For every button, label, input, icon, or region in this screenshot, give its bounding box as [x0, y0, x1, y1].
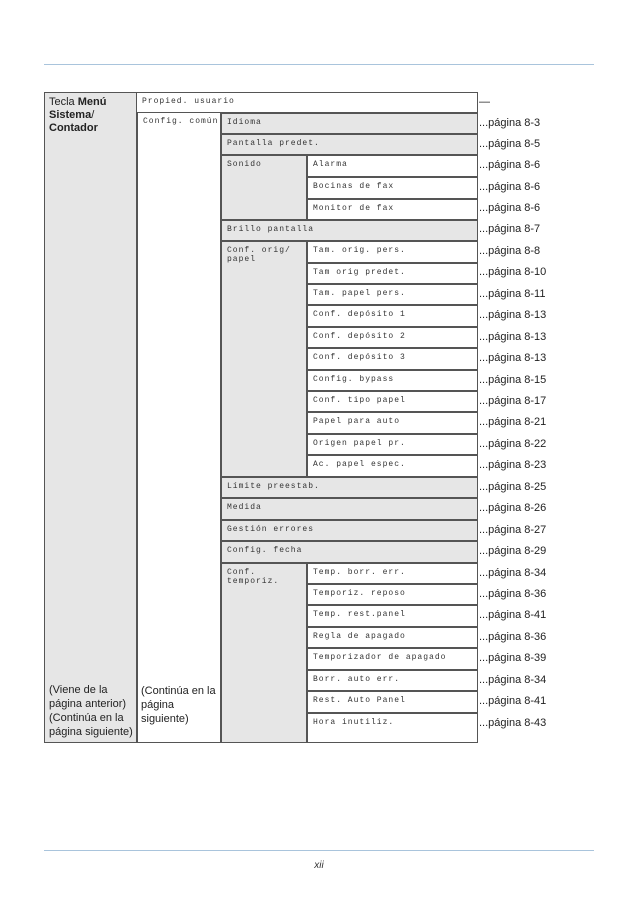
menu-item-label: Brillo pantalla [227, 225, 315, 234]
menu-item-label: Límite preestab. [227, 482, 320, 491]
menu-item-conf-tipo-papel [307, 391, 478, 412]
menu-item-label: Papel para auto [313, 417, 401, 426]
page-ref-borr-auto-err: ...página 8-34 [479, 674, 547, 686]
menu-item-rest-auto-panel [307, 691, 478, 713]
config-comun-column [137, 113, 221, 743]
page-ref-limite-preestab: ...página 8-25 [479, 481, 547, 493]
page-ref-temp-borr-err: ...página 8-34 [479, 567, 547, 579]
menu-item-label: Regla de apagado [313, 632, 406, 641]
page-ref-conf-deposito-2: ...página 8-13 [479, 331, 547, 343]
menu-item-brillo-pantalla [221, 220, 478, 241]
menu-item-label: Temp. borr. err. [313, 568, 406, 577]
key-continuation-note [49, 683, 133, 739]
menu-item-config-bypass [307, 370, 478, 391]
menu-item-propied-usuario [137, 92, 478, 113]
menu-item-label: Alarma [313, 160, 348, 169]
menu-item-label: Tam orig predet. [313, 268, 406, 277]
page-ref-conf-deposito-3: ...página 8-13 [479, 352, 547, 364]
menu-item-temporiz-reposo [307, 584, 478, 605]
page-number: xii [314, 860, 324, 871]
menu-item-temp-borr-err [307, 563, 478, 584]
page-ref-tam-orig-predet: ...página 8-10 [479, 266, 547, 278]
menu-item-conf-deposito-2 [307, 327, 478, 348]
menu-item-label: Conf. depósito 3 [313, 353, 406, 362]
menu-item-alarma [307, 155, 478, 177]
page-ref-pantalla-predet: ...página 8-5 [479, 138, 541, 150]
page-ref-conf-deposito-1: ...página 8-13 [479, 309, 547, 321]
page-ref-medida: ...página 8-26 [479, 502, 547, 514]
col2-foot-line-1: (Continúa en la [141, 685, 216, 697]
menu-item-label: Sonido [227, 160, 262, 169]
menu-item-label-cont: temporiz. [227, 577, 280, 586]
page-ref-temporizador-apagado: ...página 8-39 [479, 652, 547, 664]
menu-item-label: Conf. tipo papel [313, 396, 406, 405]
menu-item-label: Hora inutiliz. [313, 718, 395, 727]
page-ref-temp-rest-panel: ...página 8-41 [479, 609, 547, 621]
menu-group-conf-temporiz [221, 563, 307, 743]
page-ref-hora-inutiliz: ...página 8-43 [479, 717, 547, 729]
menu-item-regla-apagado [307, 627, 478, 648]
menu-item-ac-papel-espec [307, 455, 478, 477]
menu-item-label-cont: papel [227, 255, 257, 264]
menu-item-hora-inutiliz [307, 713, 478, 743]
key-title-contador: Contador [49, 122, 98, 134]
menu-item-config-fecha [221, 541, 478, 563]
page-ref-origen-papel-pr: ...página 8-22 [479, 438, 547, 450]
menu-item-label: Pantalla predet. [227, 139, 320, 148]
key-title-menu: Menú [77, 96, 107, 108]
page-ref-rest-auto-panel: ...página 8-41 [479, 695, 547, 707]
menu-item-label: Origen papel pr. [313, 439, 406, 448]
menu-item-papel-para-auto [307, 412, 478, 434]
key-foot-line-1: (Viene de la [49, 684, 108, 696]
config-comun-text: Config. común [143, 117, 219, 126]
page-ref-propied-usuario: — [479, 96, 490, 108]
menu-item-label: Temporiz. reposo [313, 589, 406, 598]
menu-item-label: Conf. [227, 568, 257, 577]
key-title-prefix: Tecla [49, 96, 78, 108]
menu-item-tam-orig-predet [307, 263, 478, 284]
page-ref-bocinas-fax: ...página 8-6 [479, 181, 541, 193]
menu-item-label: Config. bypass [313, 375, 395, 384]
page-ref-temporiz-reposo: ...página 8-36 [479, 588, 547, 600]
menu-item-conf-deposito-1 [307, 305, 478, 327]
key-foot-line-2: página anterior) [49, 698, 127, 710]
menu-key-column [44, 92, 137, 743]
menu-item-label: Conf. depósito 1 [313, 310, 406, 319]
page-ref-monitor-fax: ...página 8-6 [479, 202, 541, 214]
key-foot-line-3: (Continúa en la [49, 712, 124, 724]
menu-group-conf-orig-papel [221, 241, 307, 477]
menu-item-label: Idioma [227, 118, 262, 127]
menu-item-conf-deposito-3 [307, 348, 478, 370]
page-ref-gestion-errores: ...página 8-27 [479, 524, 547, 536]
config-comun-label [138, 113, 218, 126]
menu-item-temp-rest-panel [307, 605, 478, 627]
key-title-sistema: Sistema [49, 109, 92, 121]
page-ref-conf-tipo-papel: ...página 8-17 [479, 395, 547, 407]
menu-item-tam-papel-pers [307, 284, 478, 305]
menu-item-bocinas-fax [307, 177, 478, 199]
page-ref-regla-apagado: ...página 8-36 [479, 631, 547, 643]
page-ref-tam-papel-pers: ...página 8-11 [479, 288, 546, 300]
top-rule [44, 64, 594, 65]
page-ref-idioma: ...página 8-3 [479, 117, 541, 129]
menu-item-limite-preestab [221, 477, 478, 498]
page-ref-tam-orig-pers: ...página 8-8 [479, 245, 541, 257]
menu-item-temporizador-apagado [307, 648, 478, 670]
menu-key-title [49, 96, 106, 135]
menu-item-label: Tam. papel pers. [313, 289, 406, 298]
menu-item-label: Conf. orig/ [227, 246, 291, 255]
menu-item-label: Bocinas de fax [313, 182, 395, 191]
col2-continuation-note [141, 684, 216, 726]
menu-item-label: Medida [227, 503, 262, 512]
menu-item-label: Conf. depósito 2 [313, 332, 406, 341]
menu-item-borr-auto-err [307, 670, 478, 691]
col2-foot-line-3: siguiente) [141, 713, 189, 725]
key-foot-line-4: página siguiente) [49, 726, 133, 738]
page-ref-papel-para-auto: ...página 8-21 [479, 416, 547, 428]
page-ref-alarma: ...página 8-6 [479, 159, 541, 171]
menu-item-label: Tam. orig. pers. [313, 246, 406, 255]
menu-item-medida [221, 498, 478, 520]
menu-item-monitor-fax [307, 199, 478, 220]
menu-item-label: Temporizador de apagado [313, 653, 447, 662]
menu-item-label: Temp. rest.panel [313, 610, 406, 619]
menu-item-label: Propied. usuario [142, 97, 235, 106]
page-ref-config-fecha: ...página 8-29 [479, 545, 547, 557]
menu-item-tam-orig-pers [307, 241, 478, 263]
bottom-rule [44, 850, 594, 851]
menu-item-label: Monitor de fax [313, 204, 395, 213]
menu-item-label: Borr. auto err. [313, 675, 401, 684]
page-ref-config-bypass: ...página 8-15 [479, 374, 547, 386]
menu-item-gestion-errores [221, 520, 478, 541]
menu-item-idioma [221, 113, 478, 134]
menu-item-origen-papel-pr [307, 434, 478, 455]
menu-item-label: Config. fecha [227, 546, 303, 555]
menu-group-sonido [221, 155, 307, 220]
col2-foot-line-2: página [141, 699, 175, 711]
menu-item-label: Rest. Auto Panel [313, 696, 406, 705]
menu-item-label: Ac. papel espec. [313, 460, 406, 469]
page-ref-ac-papel-espec: ...página 8-23 [479, 459, 547, 471]
page-ref-brillo-pantalla: ...página 8-7 [479, 223, 541, 235]
menu-item-label: Gestión errores [227, 525, 315, 534]
menu-item-pantalla-predet [221, 134, 478, 155]
key-title-separator: / [91, 109, 95, 121]
